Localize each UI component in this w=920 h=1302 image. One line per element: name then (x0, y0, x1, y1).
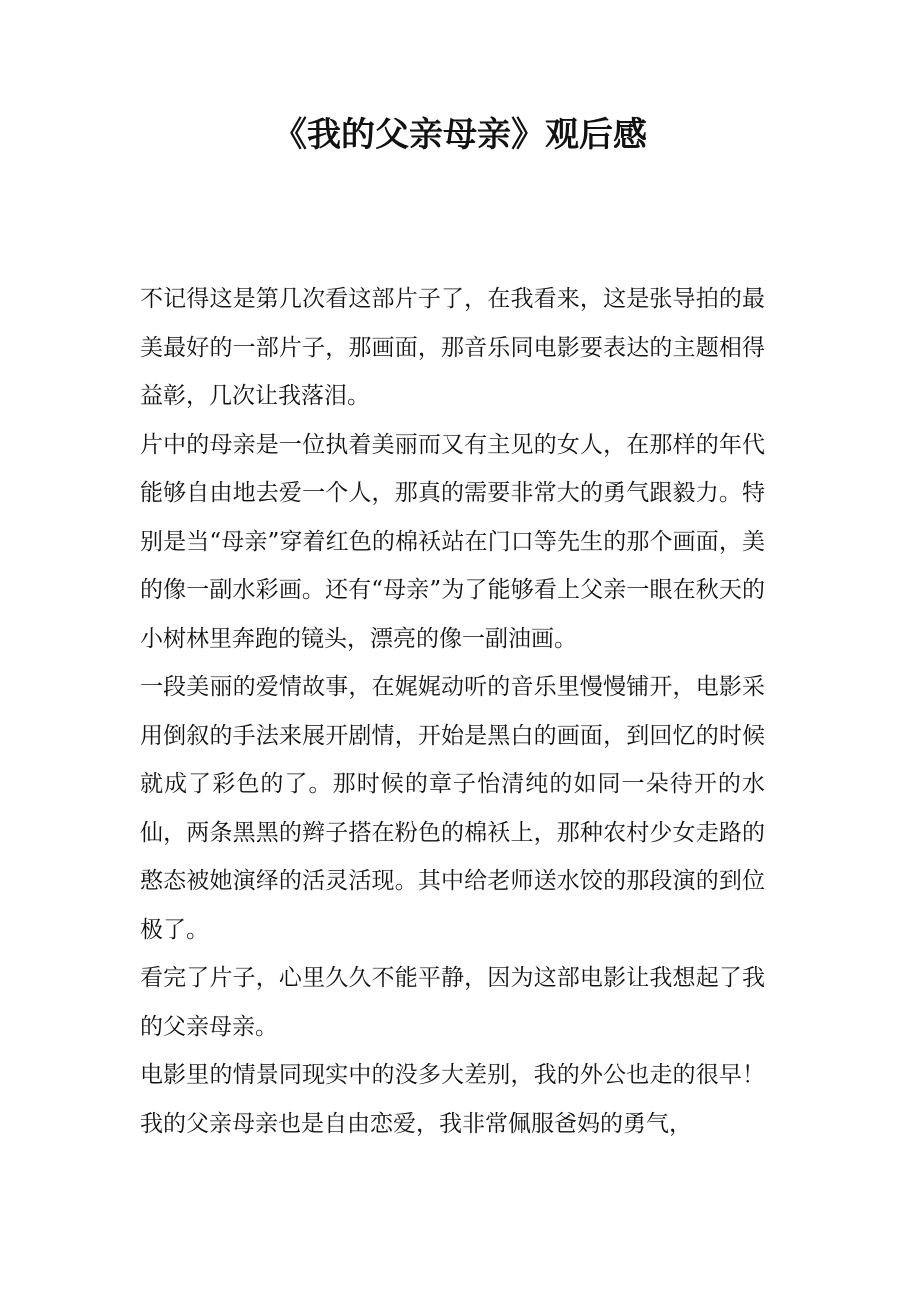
paragraph: 看完了片子，心里久久不能平静，因为这部电影让我想起了我的父亲母亲。 (140, 965, 765, 1040)
paragraph: 片中的母亲是一位执着美丽而又有主见的女人，在那样的年代能够自由地去爱一个人，那真的需要非常大的勇气跟毅力。特别是当“母亲”穿着红色的棉袄站在门口等先生的那个画面，美的像一副水彩画。还有“母亲”为了能够看上父亲一眼在秋天的小树林里奔跑的镜头，漂亮的像一副油画。 (140, 431, 765, 652)
document-body (140, 275, 765, 1148)
paragraph: 电影里的情景同现实中的没多大差别，我的外公也走的很早！我的父亲母亲也是自由恋爱，我非常佩服爸妈的勇气， (140, 1062, 765, 1137)
document-title: 《我的父亲母亲》观后感 (273, 115, 647, 155)
paragraph: 不记得这是第几次看这部片子了，在我看来，这是张导拍的最美最好的一部片子，那画面，那音乐同电影要表达的主题相得益彰，几次让我落泪。 (140, 286, 765, 409)
paragraph: 一段美丽的爱情故事，在娓娓动听的音乐里慢慢铺开，电影采用倒叙的手法来展开剧情，开始是黑白的画面，到回忆的时候就成了彩色的了。那时候的章子怡清纯的如同一朵待开的水仙，两条黑黑的辫子搭在粉色的棉袄上，那种农村少女走路的憨态被她演绎的活灵活现。其中给老师送水饺的那段演的到位极了。 (140, 674, 765, 943)
